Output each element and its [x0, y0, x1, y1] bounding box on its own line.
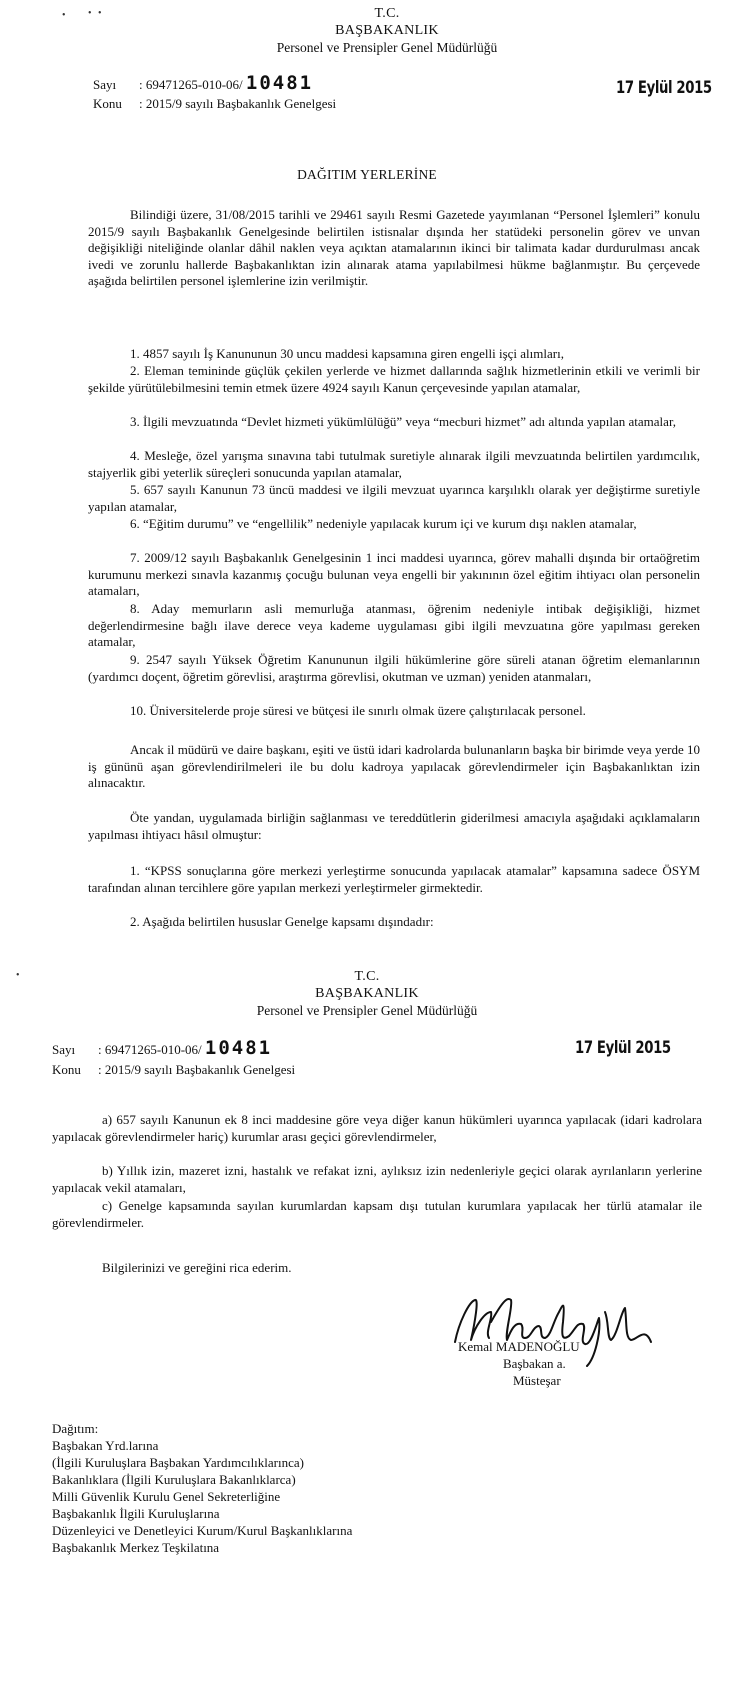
list-item: 7. 2009/12 sayılı Başbakanlık Genelgesinin 1 inci maddesi uyarınca, görev mahalli dışında bir ortaöğretim kurumunu merkezi sınavla kazanmış çocuğu bulunan veya engelli bir yakınının özel eğitim ihtiyacı olan personelin atamaları, [88, 550, 700, 598]
signatory-name: Kemal MADENOĞLU [458, 1339, 580, 1354]
list-item: 4. Mesleğe, özel yarışma sınavına tabi tutulmak suretiyle alınarak ilgili mevzuatında belirtilen yardımcılık, stajyerlik gibi yeterlik süreçleri sonucunda yapılan atamalar, [88, 448, 700, 480]
header-tc: T.C. [374, 6, 400, 21]
closing-text: Bilgilerinizi ve gereğini rica ederim. [102, 1260, 292, 1275]
distribution-line: Başbakanlık Merkez Teşkilatına [52, 1540, 220, 1555]
konu-row [93, 96, 336, 113]
distribution-line: Başbakanlık İlgili Kuruluşlarına [52, 1506, 220, 1521]
header-department: Personel ve Prensipler Genel Müdürlüğü [276, 40, 498, 55]
list-item: a) 657 sayılı Kanunun ek 8 inci maddesine göre veya diğer kanun hükümleri uyarınca yapılacak (idari kadrolara yapılacak görevlendirmeler hariç) kurumlar arası geçici görevlendirmeler, [52, 1112, 702, 1144]
scan-mark: • [62, 10, 66, 21]
sayi-value: : 69471265-010-06/ [139, 77, 243, 92]
sayi-row [93, 72, 314, 94]
paragraph-permission: Ancak il müdürü ve daire başkanı, eşiti ve üstü idari kadrolarda bulunanların başka bir birimde veya yerde 10 iş gününü aşan görevlendirilmeleri ile bu dolu kadroya yapılacak görevlendirmeler için Başbakanlıktan izin alınacaktır. [88, 742, 700, 790]
list-item: 10. Üniversitelerde proje süresi ve bütçesi ile sınırlı olmak üzere çalıştırılacak personel. [130, 703, 586, 718]
sayi-row [52, 1037, 273, 1059]
distribution-line: Başbakan Yrd.larına [52, 1438, 159, 1453]
signatory-title: Müsteşar [513, 1373, 561, 1388]
sayi-label: Sayı [52, 1042, 76, 1057]
list-item: 6. “Eğitim durumu” ve “engellilik” nedeniyle yapılacak kurum içi ve kurum dışı naklen atamalar, [130, 516, 637, 531]
scan-mark: • [16, 970, 20, 981]
sayi-value: : 69471265-010-06/ [98, 1042, 202, 1057]
page-title: DAĞITIM YERLERİNE [297, 167, 437, 182]
date-stamp: 17 Eylül 2015 [575, 1038, 671, 1058]
header-tc: T.C. [354, 969, 380, 984]
konu-value: : 2015/9 sayılı Başbakanlık Genelgesi [139, 96, 337, 111]
list-item: c) Genelge kapsamında sayılan kurumlardan kapsam dışı tutulan kurumlara yapılacak her türlü atamalar ile görevlendirmeler. [52, 1198, 702, 1230]
sayi-stamp: 10481 [204, 1037, 273, 1059]
konu-row [52, 1062, 295, 1079]
konu-value: : 2015/9 sayılı Başbakanlık Genelgesi [98, 1062, 296, 1077]
distribution-heading: Dağıtım: [52, 1421, 99, 1436]
note-exclusions: 2. Aşağıda belirtilen hususlar Genelge kapsamı dışındadır: [130, 914, 434, 929]
header-basbakanlik: BAŞBAKANLIK [315, 986, 419, 1001]
signatory-role: Başbakan a. [503, 1356, 566, 1371]
list-item: 3. İlgili mevzuatında “Devlet hizmeti yükümlülüğü” veya “mecburi hizmet” adı altında yapılan atamalar, [130, 414, 676, 429]
sayi-label: Sayı [93, 77, 117, 92]
header-basbakanlik: BAŞBAKANLIK [335, 23, 439, 38]
distribution-line: Düzenleyici ve Denetleyici Kurum/Kurul Başkanlıklarına [52, 1523, 353, 1538]
list-item: 8. Aday memurların asli memurluğa atanması, öğrenim nedeniyle intibak değişikliği, hizmet değerlendirmesine bağlı ilave derece veya kademe uygulaması gibi ilgili mevzuatına göre yapılması gereken atamalar, [88, 601, 700, 649]
intro-paragraph: Bilindiği üzere, 31/08/2015 tarihli ve 29461 sayılı Resmi Gazetede yayımlanan “Personel İşlemleri” konulu 2015/9 sayılı Başbakanlık Genelgesinde belirtilen istisnalar dışında her statüdeki personelin görev ve unvan değişikliği niteliğinde olanlar dâhil naklen veya açıktan atamalarının ikinci bir talimata kadar durdurulması ancak ivedi ve zorunlu hallerde Başbakanlıktan izin alınarak atama yapılabilmesi hükme bağlanmıştır. Bu çerçevede aşağıda belirtilen personel işlemlerine izin verilmiştir. [88, 207, 700, 288]
konu-label: Konu [52, 1062, 81, 1077]
sayi-stamp: 10481 [245, 72, 314, 94]
header-department: Personel ve Prensipler Genel Müdürlüğü [256, 1003, 478, 1018]
list-item: 1. 4857 sayılı İş Kanununun 30 uncu maddesi kapsamına giren engelli işçi alımları, [130, 346, 564, 361]
paragraph-clarification: Öte yandan, uygulamada birliğin sağlanması ve tereddütlerin giderilmesi amacıyla aşağıdaki açıklamaların yapılması ihtiyacı hâsıl olmuştur: [88, 810, 700, 842]
note-kpss: 1. “KPSS sonuçlarına göre merkezi yerleştirme sonucunda yapılacak atamalar” kapsamına sadece ÖSYM tarafından alınan tercihlere göre yapılan merkezi yerleştirmeler girmektedir. [88, 863, 700, 895]
scan-mark: • [88, 8, 92, 19]
scan-mark: • [98, 8, 102, 19]
list-item: b) Yıllık izin, mazeret izni, hastalık ve refakat izni, aylıksız izin nedenleriyle geçici olarak ayrılanların yerlerine yapılacak vekil atamaları, [52, 1163, 702, 1195]
distribution-line: (İlgili Kuruluşlara Başbakan Yardımcılıklarınca) [52, 1455, 304, 1470]
list-item: 9. 2547 sayılı Yüksek Öğretim Kanununun ilgili hükümlerine göre süreli atanan öğretim elemanlarının (yardımcı doçent, öğretim görevlisi, araştırma görevlisi, okutman ve uzman) yeniden atanmaları, [88, 652, 700, 684]
list-item: 2. Eleman temininde güçlük çekilen yerlerde ve hizmet dallarında sağlık hizmetlerinin etkili ve verimli bir şekilde yürütülebilmesini temin etmek üzere 4924 sayılı Kanun çerçevesinde yapılan atamalar, [88, 363, 700, 395]
distribution-line: Milli Güvenlik Kurulu Genel Sekreterliğine [52, 1489, 281, 1504]
date-stamp: 17 Eylül 2015 [616, 78, 712, 98]
distribution-line: Bakanlıklara (İlgili Kuruluşlara Bakanlıklarca) [52, 1472, 296, 1487]
list-item: 5. 657 sayılı Kanunun 73 üncü maddesi ve ilgili mevzuat uyarınca karşılıklı olarak yer değiştirme suretiyle yapılan atamalar, [88, 482, 700, 514]
konu-label: Konu [93, 96, 122, 111]
